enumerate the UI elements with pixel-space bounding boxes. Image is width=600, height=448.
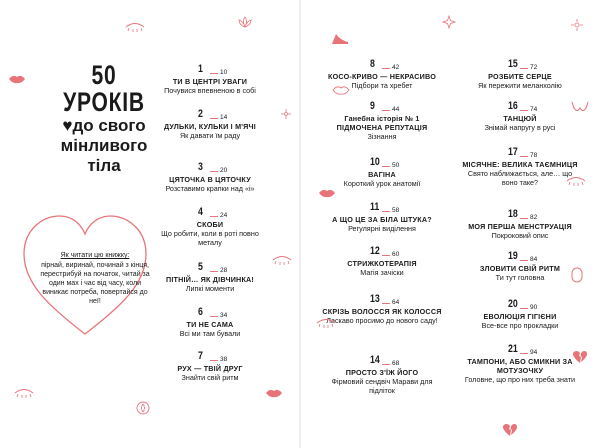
- toc-lesson-number: 20: [508, 298, 518, 310]
- toc-lesson-number: 2: [198, 108, 203, 120]
- toc-entry: [460, 300, 580, 330]
- high-heel-icon: [330, 30, 350, 46]
- toc-title: ЕВОЛЮЦІЯ ГІГІЄНИ: [483, 312, 557, 321]
- toc-title: ТАМПОНИ, АБО СМИКНИ ЗА МОТУЗОЧКУ: [467, 357, 573, 375]
- toc-subtitle: Магія зачіски: [360, 268, 404, 277]
- toc-number-row: [322, 60, 442, 72]
- toc-entry: [460, 252, 580, 282]
- toc-entry: [460, 210, 580, 240]
- toc-entry: [460, 60, 580, 90]
- rose-icon: [135, 400, 151, 416]
- toc-page-number: 50: [392, 162, 400, 169]
- toc-title: СКРІЗЬ ВОЛОССЯ ЯК КОЛОССЯ: [322, 307, 442, 316]
- toc-dash: [210, 360, 218, 361]
- toc-subtitle: Підбори та хребет: [351, 81, 413, 90]
- lips-icon: [332, 85, 350, 95]
- toc-subtitle: Короткий урок анатомії: [343, 179, 421, 188]
- toc-page-number: 42: [392, 64, 400, 71]
- toc-page-number: 58: [392, 207, 400, 214]
- toc-page-number: 72: [530, 64, 538, 71]
- toc-title: ПІТНІЙ… ЯК ДІВЧИНКА!: [165, 275, 255, 284]
- toc-number-row: [322, 295, 442, 307]
- toc-page-number: 78: [530, 152, 538, 159]
- toc-entry: [460, 102, 580, 132]
- lips-icon: [265, 388, 283, 398]
- flower-icon: [280, 108, 292, 120]
- toc-page-number: 24: [220, 212, 228, 219]
- toc-subtitle: Як давати їм раду: [179, 131, 241, 140]
- toc-title: СКОБИ: [196, 220, 224, 229]
- toc-page-number: 74: [530, 106, 538, 113]
- toc-number-row: [460, 300, 580, 312]
- toc-entry: [150, 110, 270, 140]
- title-line4: мінливого: [60, 136, 148, 155]
- toc-subtitle: Свято наближається, але… що воно таке?: [467, 169, 573, 187]
- toc-lesson-number: 3: [198, 161, 203, 173]
- toc-number-row: [460, 210, 580, 222]
- toc-subtitle: Головне, що про них треба знати: [464, 375, 576, 384]
- toc-lesson-number: 17: [508, 146, 518, 158]
- toc-dash: [520, 110, 528, 111]
- toc-lesson-number: 13: [370, 293, 380, 305]
- toc-subtitle: Регулярні виділення: [348, 224, 416, 233]
- toc-subtitle: Всі ми там бували: [179, 329, 241, 338]
- toc-number-row: [322, 158, 442, 170]
- toc-dash: [520, 68, 528, 69]
- bra-icon: [570, 98, 590, 116]
- toc-title: А ЩО ЦЕ ЗА БІЛА ШТУКА?: [332, 215, 432, 224]
- toc-title: ДУЛЬКИ, КУЛЬКИ І М'ЯЧІ: [164, 122, 256, 131]
- toc-entry: [150, 208, 270, 247]
- toc-subtitle: Що робити, коли в роті повно металу: [161, 229, 259, 247]
- toc-entry: [460, 345, 580, 384]
- pad-icon: [568, 266, 586, 284]
- toc-dash: [520, 218, 528, 219]
- toc-lesson-number: 4: [198, 206, 203, 218]
- toc-dash: [210, 216, 218, 217]
- toc-title: КОСО-КРИВО — НЕКРАСИВО: [327, 72, 436, 81]
- toc-lesson-number: 6: [198, 306, 203, 318]
- toc-lesson-number: 11: [370, 201, 380, 213]
- toc-number-row: [460, 148, 580, 160]
- toc-lesson-number: 12: [370, 245, 380, 257]
- toc-title: ТИ НЕ САМА: [186, 320, 234, 329]
- toc-page-number: 14: [220, 114, 228, 121]
- toc-subtitle: Фірмовий сендвіч Марави для підліток: [331, 377, 433, 395]
- toc-title: РОЗБИТЕ СЕРЦЕ: [488, 72, 552, 81]
- toc-dash: [382, 364, 390, 365]
- toc-number-row: [150, 110, 270, 122]
- heart-note-question: Як читати цю книжку:: [60, 252, 130, 259]
- toc-dash: [382, 110, 390, 111]
- toc-lesson-number: 16: [508, 100, 518, 112]
- title-lessons: УРОКІВ: [63, 87, 145, 117]
- title-line5: тіла: [87, 156, 121, 175]
- toc-title: ВАГІНА: [368, 170, 396, 179]
- toc-number-row: [150, 308, 270, 320]
- toc-title: РУХ — ТВІЙ ДРУГ: [177, 364, 243, 373]
- toc-entry: [150, 163, 270, 193]
- toc-page-number: 28: [220, 267, 228, 274]
- toc-subtitle: Зізнання: [367, 132, 397, 141]
- toc-subtitle: Покроковий опис: [491, 231, 549, 240]
- toc-lesson-number: 10: [370, 156, 380, 168]
- toc-page-number: 10: [220, 69, 228, 76]
- toc-dash: [520, 260, 528, 261]
- toc-page-number: 20: [220, 167, 228, 174]
- toc-subtitle: Розставимо крапки над «і»: [165, 184, 255, 193]
- lips-icon: [8, 74, 26, 84]
- star-icon: [442, 15, 456, 29]
- toc-dash: [520, 156, 528, 157]
- toc-page-number: 82: [530, 214, 538, 221]
- toc-title: ТАНЦЮЙ: [503, 114, 537, 123]
- toc-page-number: 68: [392, 360, 400, 367]
- toc-entry: [460, 148, 580, 187]
- eye-icon: [125, 22, 145, 32]
- broken-heart-icon: [502, 423, 518, 437]
- toc-number-row: [460, 252, 580, 264]
- heart-note: [38, 251, 152, 306]
- toc-dash: [210, 118, 218, 119]
- eye-icon: [565, 176, 587, 186]
- toc-number-row: [150, 263, 270, 275]
- toc-entry: [150, 65, 270, 95]
- eye-icon: [14, 388, 34, 398]
- toc-page-number: 60: [392, 251, 400, 258]
- toc-number-row: [322, 247, 442, 259]
- toc-lesson-number: 18: [508, 208, 518, 220]
- toc-page-number: 84: [530, 256, 538, 263]
- toc-subtitle: Все-все про прокладки: [481, 321, 559, 330]
- toc-number-row: [150, 208, 270, 220]
- toc-entry: [150, 308, 270, 338]
- toc-page-number: 44: [392, 106, 400, 113]
- page-title: [40, 62, 168, 176]
- lotus-icon: [238, 15, 252, 29]
- toc-number-row: [322, 102, 442, 114]
- toc-number-row: [150, 65, 270, 77]
- heart-note-text: пірнай, виринай, починай з кінця, перестрибуй на початок, читай за один мах і час від часу, коли виникає потреба, повертайся до неї!: [40, 262, 150, 305]
- broken-heart-icon: [572, 350, 588, 364]
- toc-lesson-number: 21: [508, 343, 518, 355]
- toc-number-row: [322, 203, 442, 215]
- toc-title: ЗЛОВИТИ СВІЙ РИТМ: [479, 264, 561, 273]
- toc-entry: [322, 247, 442, 277]
- toc-subtitle: Ласкаво просимо до нового саду!: [326, 316, 438, 325]
- toc-dash: [382, 166, 390, 167]
- toc-page-number: 38: [220, 356, 228, 363]
- toc-dash: [520, 353, 528, 354]
- toc-number-row: [150, 352, 270, 364]
- toc-title: Ганебна історія № 1 ПІДМОЧЕНА РЕПУТАЦІЯ: [336, 114, 428, 132]
- toc-dash: [520, 308, 528, 309]
- toc-lesson-number: 19: [508, 250, 518, 262]
- toc-lesson-number: 15: [508, 58, 518, 70]
- toc-entry: [322, 203, 442, 233]
- toc-entry: [322, 356, 442, 395]
- toc-page-number: 94: [530, 349, 538, 356]
- toc-page-number: 90: [530, 304, 538, 311]
- toc-dash: [382, 211, 390, 212]
- toc-page-number: 64: [392, 299, 400, 306]
- toc-number-row: [460, 102, 580, 114]
- toc-dash: [382, 303, 390, 304]
- toc-title: ТИ В ЦЕНТРІ УВАГИ: [172, 77, 248, 86]
- toc-dash: [382, 68, 390, 69]
- toc-lesson-number: 9: [370, 100, 375, 112]
- toc-subtitle: Як пережити меланхолію: [478, 81, 562, 90]
- toc-number-row: [460, 345, 580, 357]
- eye-icon: [316, 318, 336, 328]
- toc-lesson-number: 14: [370, 354, 380, 366]
- toc-page-number: 34: [220, 312, 228, 319]
- toc-lesson-number: 5: [198, 261, 203, 273]
- toc-dash: [382, 255, 390, 256]
- toc-title: ПРОСТО З'ЇЖ ЙОГО: [345, 368, 419, 377]
- toc-subtitle: Знімай напругу в русі: [484, 123, 556, 132]
- toc-number-row: [322, 356, 442, 368]
- title-number: 50: [91, 60, 117, 90]
- toc-lesson-number: 8: [370, 58, 375, 70]
- toc-title: ЦЯТОЧКА В ЦЯТОЧКУ: [169, 175, 251, 184]
- toc-entry: [322, 102, 442, 141]
- toc-entry: [322, 158, 442, 188]
- lips-icon: [318, 188, 336, 198]
- toc-dash: [210, 73, 218, 74]
- toc-title: СТРИЖКОТЕРАПІЯ: [347, 259, 417, 268]
- toc-number-row: [150, 163, 270, 175]
- toc-entry: [150, 263, 270, 293]
- toc-dash: [210, 171, 218, 172]
- toc-subtitle: Ти тут головна: [495, 273, 545, 282]
- toc-lesson-number: 7: [198, 350, 203, 362]
- toc-dash: [210, 271, 218, 272]
- toc-title: МОЯ ПЕРША МЕНСТРУАЦІЯ: [468, 222, 572, 231]
- toc-subtitle: Знайти свій ритм: [181, 373, 239, 382]
- title-line3: ♥до свого: [62, 116, 146, 135]
- toc-lesson-number: 1: [198, 63, 203, 75]
- toc-number-row: [460, 60, 580, 72]
- book-spine: [299, 0, 301, 448]
- toc-subtitle: Липкі моменти: [185, 284, 235, 293]
- toc-title: МІСЯЧНЕ: ВЕЛИКА ТАЄМНИЦЯ: [462, 160, 578, 169]
- toc-subtitle: Почувися впевненою в собі: [164, 86, 256, 95]
- toc-dash: [210, 316, 218, 317]
- flower-icon: [570, 18, 584, 32]
- toc-entry: [150, 352, 270, 382]
- eye-icon: [272, 255, 292, 265]
- toc-entry: [322, 295, 442, 325]
